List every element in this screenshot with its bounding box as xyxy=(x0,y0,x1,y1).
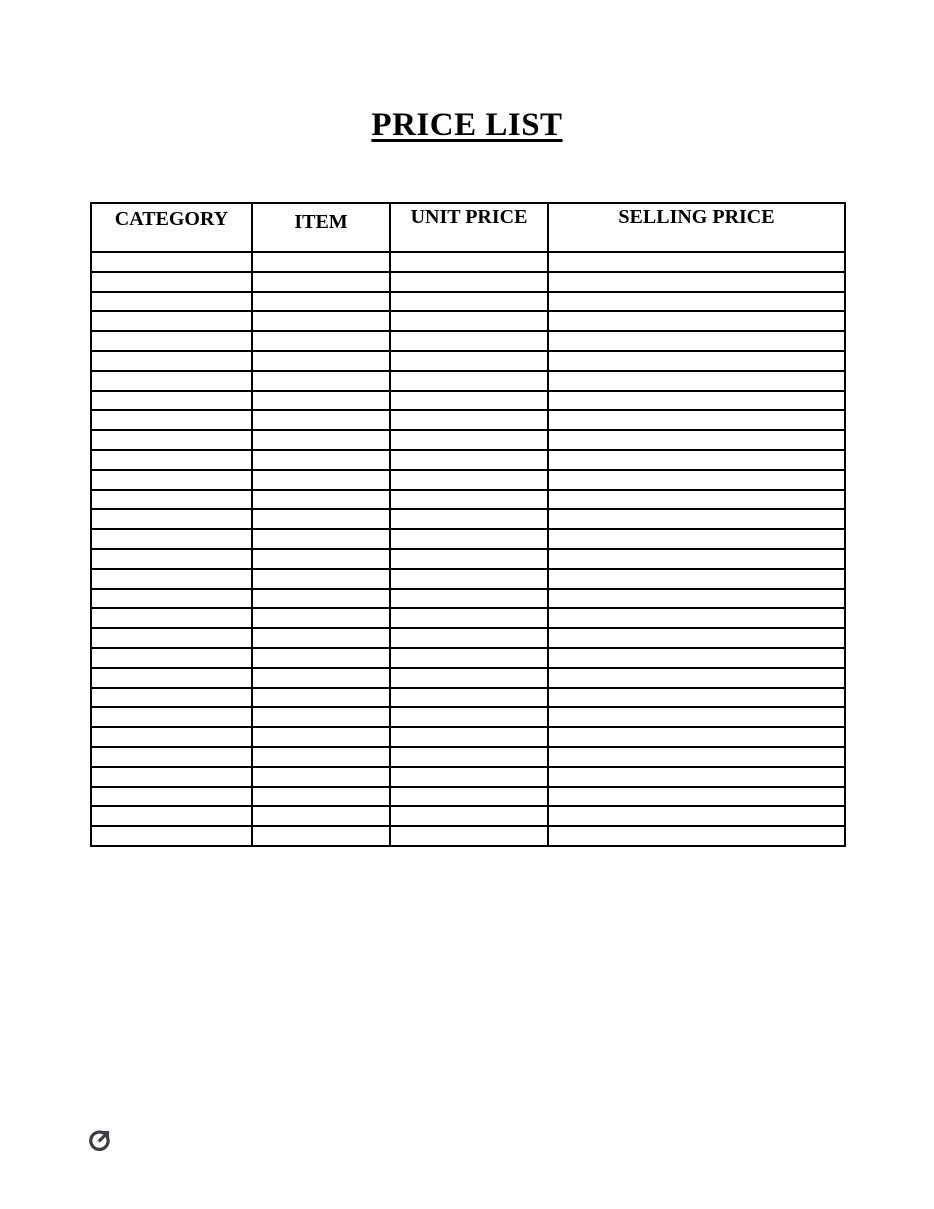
table-cell[interactable] xyxy=(390,569,548,589)
table-cell[interactable] xyxy=(548,628,845,648)
table-cell[interactable] xyxy=(91,509,252,529)
table-cell[interactable] xyxy=(91,252,252,272)
table-cell[interactable] xyxy=(252,707,390,727)
table-row xyxy=(91,331,845,351)
table-cell[interactable] xyxy=(548,292,845,312)
table-cell[interactable] xyxy=(548,747,845,767)
table-cell[interactable] xyxy=(252,727,390,747)
table-cell[interactable] xyxy=(390,787,548,807)
table-cell[interactable] xyxy=(390,252,548,272)
table-cell[interactable] xyxy=(390,391,548,411)
table-cell[interactable] xyxy=(548,589,845,609)
table-cell[interactable] xyxy=(252,311,390,331)
table-row xyxy=(91,569,845,589)
table-cell[interactable] xyxy=(91,490,252,510)
table-cell[interactable] xyxy=(91,747,252,767)
table-cell[interactable] xyxy=(548,549,845,569)
table-cell[interactable] xyxy=(91,668,252,688)
table-cell[interactable] xyxy=(252,410,390,430)
table-cell[interactable] xyxy=(252,569,390,589)
table-cell[interactable] xyxy=(252,787,390,807)
table-cell[interactable] xyxy=(390,470,548,490)
table-cell[interactable] xyxy=(252,628,390,648)
table-cell[interactable] xyxy=(548,371,845,391)
table-cell[interactable] xyxy=(252,608,390,628)
table-row xyxy=(91,668,845,688)
price-list-table xyxy=(90,202,846,847)
table-cell[interactable] xyxy=(252,668,390,688)
table-row xyxy=(91,787,845,807)
table-row xyxy=(91,806,845,826)
table-cell[interactable] xyxy=(548,787,845,807)
table-cell[interactable] xyxy=(548,509,845,529)
table-cell[interactable] xyxy=(548,727,845,747)
table-cell[interactable] xyxy=(548,430,845,450)
table-row xyxy=(91,430,845,450)
reload-button[interactable] xyxy=(86,1126,114,1154)
column-header-item: ITEM xyxy=(252,203,390,252)
table-row xyxy=(91,727,845,747)
table-row xyxy=(91,529,845,549)
table-cell[interactable] xyxy=(252,747,390,767)
table-cell[interactable] xyxy=(91,688,252,708)
column-header-category: CATEGORY xyxy=(91,203,252,252)
table-cell[interactable] xyxy=(548,608,845,628)
title-container xyxy=(0,108,934,143)
table-row xyxy=(91,648,845,668)
table-cell[interactable] xyxy=(91,727,252,747)
table-cell[interactable] xyxy=(252,331,390,351)
table-cell[interactable] xyxy=(548,331,845,351)
table-cell[interactable] xyxy=(548,410,845,430)
table-row xyxy=(91,589,845,609)
table-row xyxy=(91,747,845,767)
column-header-unit-price: UNIT PRICE xyxy=(390,203,548,252)
table-cell[interactable] xyxy=(390,430,548,450)
table-cell[interactable] xyxy=(252,351,390,371)
table-cell[interactable] xyxy=(390,806,548,826)
table-cell[interactable] xyxy=(390,628,548,648)
table-cell[interactable] xyxy=(91,391,252,411)
table-cell[interactable] xyxy=(548,648,845,668)
table-cell[interactable] xyxy=(390,331,548,351)
table-cell[interactable] xyxy=(91,569,252,589)
table-row xyxy=(91,410,845,430)
table-cell[interactable] xyxy=(252,292,390,312)
table-cell[interactable] xyxy=(91,331,252,351)
table-cell[interactable] xyxy=(390,668,548,688)
table-cell[interactable] xyxy=(252,272,390,292)
table-cell[interactable] xyxy=(548,490,845,510)
table-cell[interactable] xyxy=(91,272,252,292)
table-cell[interactable] xyxy=(548,470,845,490)
table-cell[interactable] xyxy=(390,351,548,371)
table-cell[interactable] xyxy=(390,826,548,846)
table-cell[interactable] xyxy=(390,727,548,747)
table-cell[interactable] xyxy=(252,391,390,411)
table-cell[interactable] xyxy=(91,707,252,727)
table-cell[interactable] xyxy=(548,272,845,292)
table-row xyxy=(91,391,845,411)
table-cell[interactable] xyxy=(252,826,390,846)
table-cell[interactable] xyxy=(390,707,548,727)
table-cell[interactable] xyxy=(390,529,548,549)
table-cell[interactable] xyxy=(91,648,252,668)
table-cell[interactable] xyxy=(548,826,845,846)
table-cell[interactable] xyxy=(390,648,548,668)
table-cell[interactable] xyxy=(548,391,845,411)
table-row xyxy=(91,490,845,510)
table-cell[interactable] xyxy=(252,529,390,549)
table-row xyxy=(91,826,845,846)
table-cell[interactable] xyxy=(91,806,252,826)
page-title: PRICE LIST xyxy=(371,107,563,143)
table-cell[interactable] xyxy=(390,549,548,569)
table-cell[interactable] xyxy=(390,509,548,529)
table-row xyxy=(91,450,845,470)
table-cell[interactable] xyxy=(252,806,390,826)
table-cell[interactable] xyxy=(252,688,390,708)
table-row xyxy=(91,351,845,371)
table-cell[interactable] xyxy=(548,529,845,549)
table-cell[interactable] xyxy=(390,490,548,510)
table-row xyxy=(91,688,845,708)
table-cell[interactable] xyxy=(91,628,252,648)
table-cell[interactable] xyxy=(390,747,548,767)
table-cell[interactable] xyxy=(252,767,390,787)
table-cell[interactable] xyxy=(91,311,252,331)
table-row xyxy=(91,608,845,628)
table-cell[interactable] xyxy=(91,450,252,470)
table-cell[interactable] xyxy=(91,767,252,787)
table-row xyxy=(91,292,845,312)
table-cell[interactable] xyxy=(548,806,845,826)
table-header xyxy=(91,203,845,252)
table-cell[interactable] xyxy=(252,490,390,510)
table-cell[interactable] xyxy=(91,826,252,846)
table-cell[interactable] xyxy=(252,430,390,450)
table-cell[interactable] xyxy=(252,589,390,609)
table-cell[interactable] xyxy=(548,688,845,708)
table-cell[interactable] xyxy=(252,450,390,470)
table-row xyxy=(91,767,845,787)
table-cell[interactable] xyxy=(390,371,548,391)
table-cell[interactable] xyxy=(252,648,390,668)
table-cell[interactable] xyxy=(91,589,252,609)
table-cell[interactable] xyxy=(390,272,548,292)
table-row xyxy=(91,707,845,727)
table-row xyxy=(91,470,845,490)
table-row xyxy=(91,549,845,569)
table-cell[interactable] xyxy=(548,351,845,371)
table-cell[interactable] xyxy=(91,470,252,490)
table-cell[interactable] xyxy=(91,292,252,312)
table-cell[interactable] xyxy=(390,311,548,331)
table-cell[interactable] xyxy=(91,787,252,807)
table-cell[interactable] xyxy=(91,608,252,628)
table-cell[interactable] xyxy=(390,410,548,430)
table-cell[interactable] xyxy=(252,252,390,272)
table-cell[interactable] xyxy=(390,608,548,628)
column-header-selling-price: SELLING PRICE xyxy=(548,203,845,252)
table-cell[interactable] xyxy=(91,371,252,391)
table-cell[interactable] xyxy=(548,252,845,272)
table-row xyxy=(91,509,845,529)
table-cell[interactable] xyxy=(252,470,390,490)
table-cell[interactable] xyxy=(390,767,548,787)
table-cell[interactable] xyxy=(548,311,845,331)
table-cell[interactable] xyxy=(390,589,548,609)
table-cell[interactable] xyxy=(91,529,252,549)
table-row xyxy=(91,252,845,272)
table-cell[interactable] xyxy=(548,569,845,589)
header-row xyxy=(91,203,845,252)
table-row xyxy=(91,371,845,391)
table-cell[interactable] xyxy=(548,767,845,787)
table-row xyxy=(91,311,845,331)
table-cell[interactable] xyxy=(390,450,548,470)
table-cell[interactable] xyxy=(252,509,390,529)
table-cell[interactable] xyxy=(91,410,252,430)
table-cell[interactable] xyxy=(390,688,548,708)
table-cell[interactable] xyxy=(91,351,252,371)
table-cell[interactable] xyxy=(91,549,252,569)
table-cell[interactable] xyxy=(548,450,845,470)
table-cell[interactable] xyxy=(548,668,845,688)
table-cell[interactable] xyxy=(91,430,252,450)
circular-arrow-up-right-icon xyxy=(87,1127,113,1153)
table-row xyxy=(91,272,845,292)
table-cell[interactable] xyxy=(252,371,390,391)
table-cell[interactable] xyxy=(548,707,845,727)
table-cell[interactable] xyxy=(252,549,390,569)
table-cell[interactable] xyxy=(390,292,548,312)
table-body xyxy=(91,252,845,846)
table-row xyxy=(91,628,845,648)
